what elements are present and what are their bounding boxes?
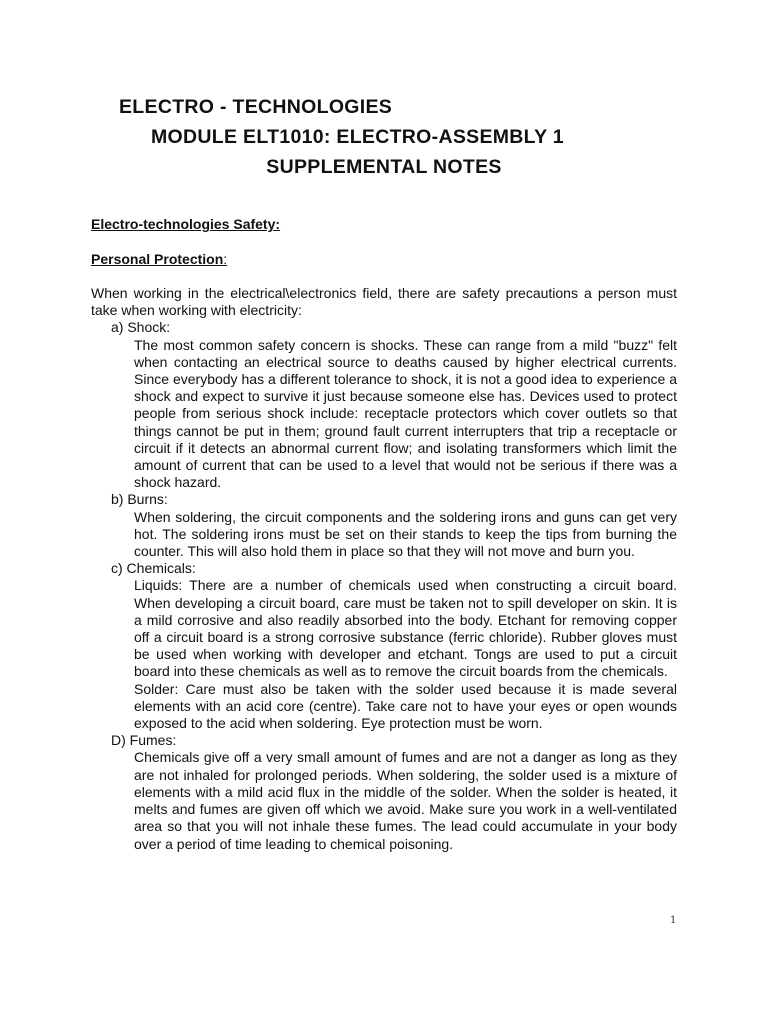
list-item-paragraph: Chemicals give off a very small amount of fumes and are not a danger as long as they are not inhaled for prolonged periods. When soldering, the solder used is a mixture of elements with a mild acid flux in the middle of the solder. When the solder is heated, it melts and fumes are given off which we avoid. Make sure you work in a well-ventilated area so that you will not inhale these fumes. The lead could accumulate in your body over a period of time leading to chemical poisoning. — [134, 749, 677, 852]
title-line-2: MODULE ELT1010: ELECTRO-ASSEMBLY 1 — [151, 126, 564, 148]
title-line-3 — [0, 156, 768, 179]
title-line-3-text: SUPPLEMENTAL NOTES — [266, 156, 502, 178]
document-body — [91, 285, 677, 853]
list-item-label: a) Shock: — [111, 319, 171, 336]
list-item-shock — [91, 319, 677, 491]
intro-paragraph: When working in the electrical\electronics field, there are safety precautions a person must take when working with electricity: — [91, 285, 677, 319]
page-number: 1 — [670, 915, 677, 926]
list-item-chemicals — [91, 560, 677, 732]
list-item-paragraph: The most common safety concern is shocks. These can range from a mild "buzz" felt when contacting an electrical source to deaths caused by higher electrical currents. Since everybody has a different tolerance to shock, it is not a good idea to experience a shock and expect to survive it just because someone else has. Devices used to protect people from serious shock include: receptacle protectors which cover outlets so that things cannot be put in them; ground fault current interrupters that trip a receptacle or circuit if it detects an abnormal current flow; and isolating transformers which limit the amount of current that can be used to a level that would not be serious if there was a shock hazard. — [134, 336, 677, 491]
list-item-fumes — [91, 732, 677, 852]
list-item-paragraph: When soldering, the circuit components and the soldering irons and guns can get very hot. The soldering irons must be set on their stands to keep the tips from burning the counter. This will also hold them in place so that they will not move and burn you. — [134, 508, 677, 560]
list-item-label: b) Burns: — [111, 491, 168, 508]
title-line-1: ELECTRO - TECHNOLOGIES — [119, 96, 393, 118]
list-item-paragraph: Liquids: There are a number of chemicals used when constructing a circuit board. When developing a circuit board, care must be taken not to spill developer on skin. It is a mild corrosive and also readily absorbed into the body. Etchant for removing copper off a circuit board is a strong corrosive substance (ferric chloride). Rubber gloves must be used when working with developer and etchant. Tongs are used to put a circuit board into these chemicals as well as to remove the circuit boards from the chemicals. — [134, 577, 677, 680]
list-item-paragraph: Solder: Care must also be taken with the solder used because it is made several elements with an acid core (centre). Take care not to have your eyes or open wounds exposed to the acid when soldering. Eye protection must be worn. — [134, 680, 677, 732]
list-item-burns — [91, 491, 677, 560]
list-item-label: D) Fumes: — [111, 732, 177, 749]
subsection-heading — [91, 251, 227, 267]
subsection-heading-colon: : — [223, 251, 228, 267]
section-heading: Electro-technologies Safety: — [91, 216, 281, 232]
list-item-label: c) Chemicals: — [111, 560, 196, 577]
subsection-heading-text: Personal Protection — [91, 251, 224, 267]
